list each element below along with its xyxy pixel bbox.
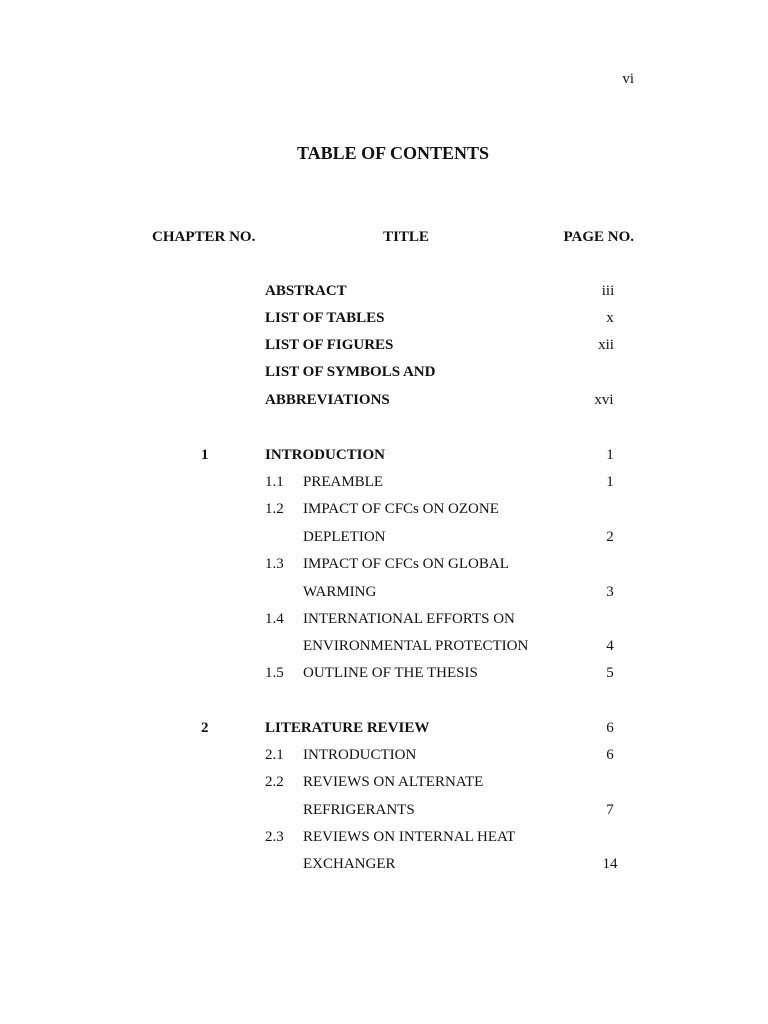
chapter-title: INTRODUCTION [265, 447, 386, 463]
column-header-chapter: CHAPTER NO. [152, 229, 256, 245]
chapter-page: 6 [606, 720, 614, 736]
chapter-page: 1 [606, 447, 614, 463]
section-title: IMPACT OF CFCs ON GLOBAL [303, 556, 509, 572]
section-page: 7 [606, 802, 614, 818]
section-title: REVIEWS ON ALTERNATE [303, 774, 484, 790]
toc-page-list-of-figures: xii [598, 337, 614, 353]
section-number: 1.5 [265, 665, 284, 681]
chapter-number: 1 [201, 447, 209, 463]
toc-page-abbreviations: xvi [594, 392, 614, 408]
section-number: 1.3 [265, 556, 284, 572]
toc-entry-list-of-figures: LIST OF FIGURES [265, 337, 394, 353]
section-number: 2.1 [265, 747, 284, 763]
section-title: INTERNATIONAL EFFORTS ON [303, 611, 515, 627]
column-header-title: TITLE [383, 229, 429, 245]
section-number: 1.4 [265, 611, 284, 627]
toc-page-list-of-tables: x [606, 310, 614, 326]
section-page: 14 [602, 856, 618, 872]
page-title: TABLE OF CONTENTS [296, 143, 490, 163]
toc-entry-abbreviations: ABBREVIATIONS [265, 392, 390, 408]
section-number: 2.2 [265, 774, 284, 790]
section-page: 2 [606, 529, 614, 545]
section-title-continued: WARMING [303, 584, 377, 600]
section-title: OUTLINE OF THE THESIS [303, 665, 478, 681]
section-page: 4 [606, 638, 614, 654]
chapter-title: LITERATURE REVIEW [265, 720, 430, 736]
section-page: 6 [606, 747, 614, 763]
section-title-continued: EXCHANGER [303, 856, 396, 872]
section-title: IMPACT OF CFCs ON OZONE [303, 501, 499, 517]
chapter-number: 2 [201, 720, 209, 736]
section-title-continued: REFRIGERANTS [303, 802, 415, 818]
section-title: REVIEWS ON INTERNAL HEAT [303, 829, 516, 845]
page-number: vi [622, 71, 634, 87]
section-title-continued: DEPLETION [303, 529, 386, 545]
section-number: 1.1 [265, 474, 284, 490]
toc-entry-list-of-tables: LIST OF TABLES [265, 310, 385, 326]
section-title: PREAMBLE [303, 474, 384, 490]
column-header-page: PAGE NO. [563, 229, 634, 245]
section-page: 3 [606, 584, 614, 600]
toc-entry-abstract: ABSTRACT [265, 283, 347, 299]
section-page: 5 [606, 665, 614, 681]
section-title-continued: ENVIRONMENTAL PROTECTION [303, 638, 529, 654]
section-number: 1.2 [265, 501, 284, 517]
section-number: 2.3 [265, 829, 284, 845]
toc-page-abstract: iii [601, 283, 615, 299]
section-title: INTRODUCTION [303, 747, 417, 763]
toc-entry-list-of-symbols: LIST OF SYMBOLS AND [265, 364, 436, 380]
section-page: 1 [606, 474, 614, 490]
